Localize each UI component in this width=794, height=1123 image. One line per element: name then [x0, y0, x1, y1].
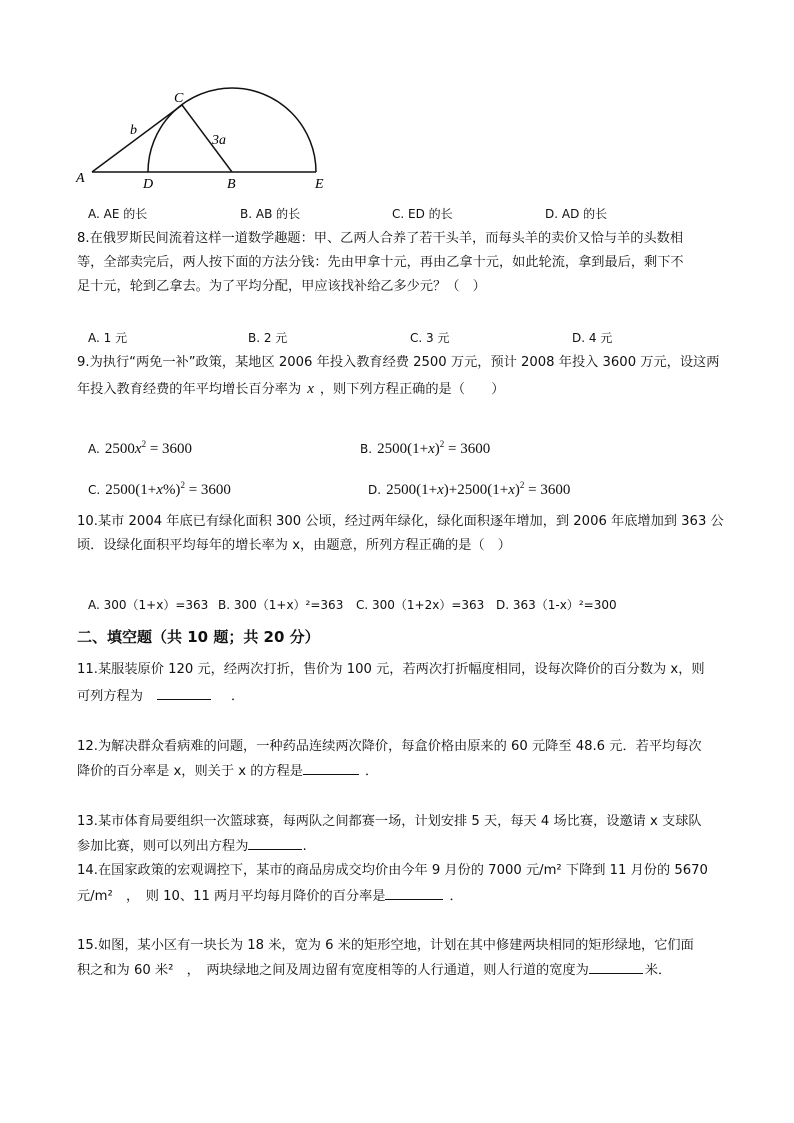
q11-line-2: 可列方程为 ．	[77, 689, 245, 704]
q8-line-3: 足十元，轮到乙拿去。为了平均分配，甲应该找补给乙多少元？（ ）	[77, 279, 486, 294]
q8-option-d[interactable]: D. 4 元	[572, 331, 613, 345]
q8-option-b[interactable]: B. 2 元	[248, 331, 288, 345]
q13-answer-blank[interactable]	[248, 837, 302, 850]
q9-option-d[interactable]: D. $2500(1+x)+2500(1+x)^2 = 3600$	[368, 480, 571, 498]
segment-AC	[92, 105, 182, 172]
label-C: C	[174, 91, 184, 106]
q7-option-d[interactable]: D. AD 的长	[545, 207, 608, 221]
q9-line-2-post: ，则下列方程正确的是（ ）	[319, 382, 505, 397]
label-b: b	[130, 123, 137, 138]
q10-option-b[interactable]: B. 300（1+x）²=363	[218, 598, 344, 612]
q9-line-2	[77, 380, 504, 399]
q9-option-b[interactable]: B. $2500(1+x)^2 = 3600$	[360, 439, 491, 457]
q8-option-a[interactable]: A. 1 元	[88, 331, 128, 345]
q15-line-1: 15.如图，某小区有一块长为 18 米，宽为 6 米的矩形空地，计划在其中修建两块相同的矩形绿地，它们面	[77, 938, 694, 953]
q15-answer-blank[interactable]	[589, 961, 643, 974]
q12-line-1: 12.为解决群众看病难的问题，一种药品连续两次降价，每盒价格由原来的 60 元降至 48.6 元．若平均每次	[77, 739, 702, 754]
label-D: D	[143, 177, 154, 192]
q12-answer-blank[interactable]	[303, 762, 359, 775]
q10-option-d[interactable]: D. 363（1-x）²=300	[496, 598, 617, 612]
label-E: E	[315, 177, 324, 192]
q7-option-a[interactable]: A. AE 的长	[88, 207, 148, 221]
q9-option-c[interactable]: C. $2500(1+x\%)^2 = 3600$	[88, 480, 231, 498]
q9-line-1: 9.为执行“两免一补”政策，某地区 2006 年投入教育经费 2500 万元，预计 2008 年投入 3600 万元，设这两	[77, 355, 720, 370]
q13-line-2: 参加比赛，则可以列出方程为 .	[77, 839, 307, 854]
q14-line-1: 14.在国家政策的宏观调控下，某市的商品房成交均价由今年 9 月份的 7000 元/m² 下降到 11 月份的 5670	[77, 863, 708, 878]
q12-line-2: 降价的百分率是 x，则关于 x 的方程是 ．	[77, 764, 379, 779]
q8-option-c[interactable]: C. 3 元	[410, 331, 450, 345]
q11-line-1: 11.某服装原价 120 元，经两次打折，售价为 100 元，若两次打折幅度相同，设每次降价的百分数为 x，则	[77, 662, 705, 677]
label-A: A	[76, 171, 85, 186]
q9-line-2-pre: 年投入教育经费的年平均增长百分率为	[77, 382, 302, 397]
q9-variable-x: x	[307, 381, 314, 397]
q8-line-2: 等，全部卖完后，两人按下面的方法分钱：先由甲拿十元，再由乙拿十元，如此轮流，拿到最后，剩下不	[77, 255, 684, 270]
q10-line-1: 10.某市 2004 年底已有绿化面积 300 公顷，经过两年绿化，绿化面积逐年增加，到 2006 年底增加到 363 公	[77, 514, 724, 529]
q14-line-2: 元/m² ， 则 10、11 两月平均每月降价的百分率是 ．	[77, 889, 463, 904]
q10-option-c[interactable]: C. 300（1+2x）=363	[356, 598, 485, 612]
q14-answer-blank[interactable]	[385, 887, 443, 900]
q15-line-2: 积之和为 60 米² ， 两块绿地之间及周边留有宽度相等的人行通道，则人行道的宽度为 米．	[77, 963, 672, 978]
label-3a: 3a	[212, 133, 226, 148]
q7-option-b[interactable]: B. AB 的长	[240, 207, 301, 221]
q10-option-a[interactable]: A. 300（1+x）=363	[88, 598, 209, 612]
q13-line-1: 13.某市体育局要组织一次篮球赛，每两队之间都赛一场，计划安排 5 天，每天 4 场比赛，设邀请 x 支球队	[77, 814, 702, 829]
q9-option-a[interactable]: A. $2500x^2 = 3600$	[88, 439, 193, 457]
label-B: B	[227, 177, 236, 192]
q11-answer-blank[interactable]	[157, 687, 211, 700]
q7-option-c[interactable]: C. ED 的长	[392, 207, 453, 221]
q8-line-1: 8.在俄罗斯民间流着这样一道数学趣题：甲、乙两人合养了若干头羊，而每头羊的卖价又恰与羊的头数相	[77, 231, 684, 246]
section-heading-fill-in: 二、填空题（共 10 题；共 20 分）	[77, 628, 320, 646]
geometry-figure	[70, 82, 340, 194]
q10-line-2: 顷．设绿化面积平均每年的增长率为 x，由题意，所列方程正确的是（ ）	[77, 538, 511, 553]
